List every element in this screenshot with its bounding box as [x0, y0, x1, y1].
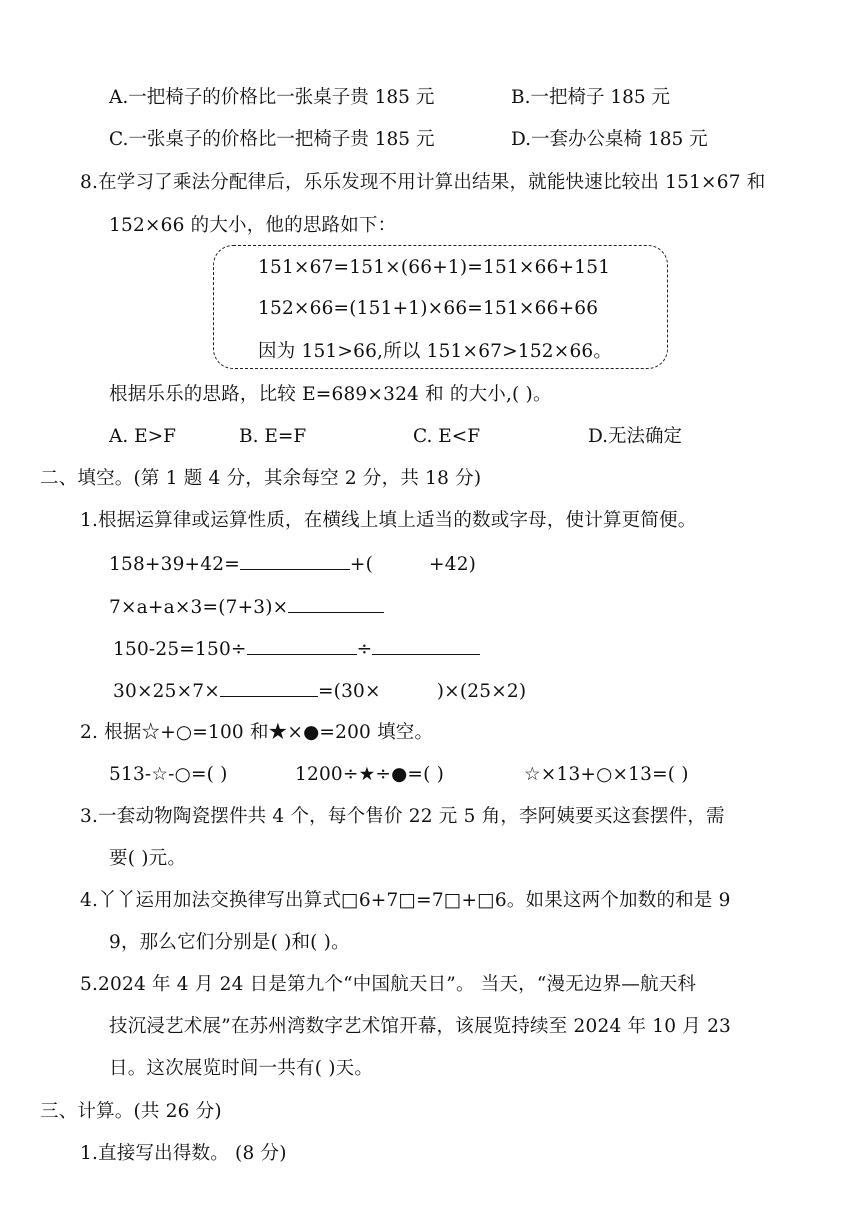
answer-blank[interactable]	[247, 636, 357, 655]
answer-blank[interactable]	[220, 678, 318, 697]
fill-q1-row4	[113, 678, 526, 704]
reasoning-line1: 151×67=151×(66+1)=151×66+151	[258, 257, 611, 278]
expr-text: 30×25×7×	[113, 681, 220, 702]
fill-q1-row2	[109, 594, 384, 620]
q8-option-c: C. E<F	[413, 426, 481, 447]
fill-q3-line1: 3.一套动物陶瓷摆件共 4 个，每个售价 22 元 5 角，李阿姨要买这套摆件，需	[80, 806, 725, 827]
section2-heading: 二、填空。(第 1 题 4 分，其余每空 2 分，共 18 分)	[40, 468, 482, 489]
fill-q2-a: 513-☆-○=( )	[109, 764, 228, 785]
fill-q3-line2: 要( )元。	[109, 848, 187, 869]
fill-q5-line2: 技沉浸艺术展”在苏州湾数字艺术馆开幕，该展览持续至 2024 年 10 月 23	[109, 1016, 732, 1037]
expr-text: 150-25=150÷	[113, 639, 247, 660]
fill-q5-line1: 5.2024 年 4 月 24 日是第九个“中国航天日”。 当天，“漫无边界—航天科	[80, 974, 697, 995]
q7-option-b: B.一把椅子 185 元	[511, 87, 671, 108]
calc-q1-stem: 1.直接写出得数。 (8 分)	[80, 1143, 287, 1164]
q7-option-d: D.一套办公桌椅 185 元	[511, 129, 708, 150]
q8-stem-line1: 8.在学习了乘法分配律后，乐乐发现不用计算出结果，就能快速比较出 151×67 和	[80, 172, 766, 193]
expr-text: +42)	[429, 554, 477, 575]
expr-text: =(30×	[317, 681, 381, 702]
fill-q2-stem: 2. 根据☆+○=100 和★×●=200 填空。	[80, 722, 434, 743]
answer-blank[interactable]	[288, 594, 384, 613]
q8-option-d: D.无法确定	[588, 426, 683, 447]
expr-text: 158+39+42=	[109, 554, 240, 575]
answer-blank[interactable]	[240, 551, 350, 570]
expr-text: )×(25×2)	[436, 681, 527, 702]
answer-blank[interactable]	[372, 636, 480, 655]
expr-text: 7×a+a×3=(7+3)×	[109, 597, 289, 618]
q8-option-a: A. E>F	[109, 426, 176, 447]
fill-q2-b: 1200÷★÷●=( )	[295, 764, 445, 785]
reasoning-line2: 152×66=(151+1)×66=151×66+66	[258, 298, 599, 319]
expr-text: ÷	[356, 639, 373, 660]
q8-question: 根据乐乐的思路，比较 E=689×324 和 的大小,( )。	[109, 384, 552, 405]
fill-q4-line2: 9，那么它们分别是( )和( )。	[109, 932, 350, 953]
fill-q4-line1: 4.丫丫运用加法交换律写出算式□6+7□=7□+□6。如果这两个加数的和是 9	[80, 890, 731, 911]
fill-q2-c: ☆×13+○×13=( )	[524, 764, 689, 785]
section3-heading: 三、计算。(共 26 分)	[40, 1101, 222, 1122]
fill-q1-stem: 1.根据运算律或运算性质，在横线上填上适当的数或字母，使计算更简便。	[80, 510, 697, 531]
q7-option-a: A.一把椅子的价格比一张桌子贵 185 元	[109, 87, 435, 108]
fill-q1-row1	[109, 551, 476, 577]
q7-option-c: C.一张桌子的价格比一把椅子贵 185 元	[109, 129, 435, 150]
q8-stem-line2: 152×66 的大小，他的思路如下：	[109, 215, 397, 236]
reasoning-line3: 因为 151>66,所以 151×67>152×66。	[258, 341, 613, 362]
q8-option-b: B. E=F	[239, 426, 307, 447]
fill-q5-line3: 日。这次展览时间一共有( )天。	[109, 1058, 374, 1079]
expr-text: +(	[349, 554, 374, 575]
fill-q1-row3	[113, 636, 480, 662]
